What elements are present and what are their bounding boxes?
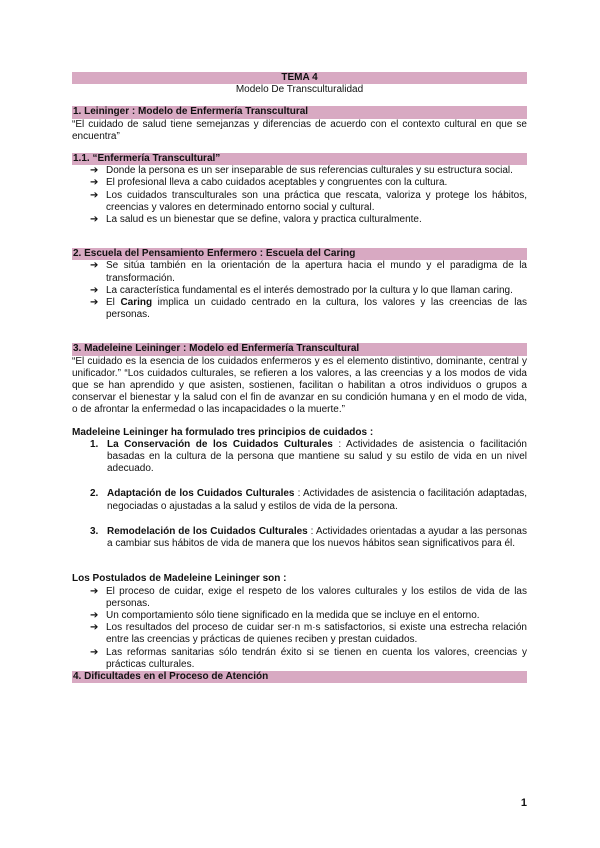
section-4-heading: 4. Dificultades en el Proceso de Atención bbox=[72, 671, 527, 683]
postulates-heading: Los Postulados de Madeleine Leininger son : bbox=[72, 573, 287, 585]
section-3-heading: 3. Madeleine Leininger : Modelo ed Enfermería Transcultural bbox=[72, 343, 527, 355]
section-1-heading: 1. Leininger : Modelo de Enfermería Transcultural bbox=[72, 106, 527, 118]
arrow-icon: ➔ bbox=[90, 297, 99, 309]
arrow-icon: ➔ bbox=[90, 622, 99, 634]
list-item: ➔ Donde la persona es un ser inseparable de sus referencias culturales y su estructura social. bbox=[90, 165, 513, 177]
list-item: ➔ El profesional lleva a cabo cuidados aceptables y congruentes con la cultura. bbox=[90, 177, 448, 189]
topic-subtitle: Modelo De Transculturalidad bbox=[235, 84, 364, 96]
list-item: ➔ Las reformas sanitarias sólo tendrán éxito si se tienen en cuenta los valores, creencias y prácticas culturales. bbox=[90, 646, 527, 670]
arrow-icon: ➔ bbox=[90, 165, 99, 177]
arrow-icon: ➔ bbox=[90, 260, 99, 272]
arrow-icon: ➔ bbox=[90, 609, 99, 621]
section-2-list bbox=[72, 260, 527, 321]
list-item: 2. Adaptación de los Cuidados Culturales : Actividades de asistencia o facilitación adaptadas, negociadas o ajustadas a la salud y estilos de vida de la persona. bbox=[90, 488, 527, 512]
section-2-heading: 2. Escuela del Pensamiento Enfermero : Escuela del Caring bbox=[72, 248, 527, 260]
section-1-quote: “El cuidado de salud tiene semejanzas y diferencias de acuerdo con el contexto cultural en que se encuentra” bbox=[72, 118, 527, 142]
arrow-icon: ➔ bbox=[90, 585, 99, 597]
section-1-1-list bbox=[72, 165, 527, 226]
arrow-icon: ➔ bbox=[90, 189, 99, 201]
document-page bbox=[72, 72, 527, 683]
list-item: ➔ Los cuidados transculturales son una práctica que rescata, valoriza y protege los hábitos, creencias y valores en determinado entorno social y cultural. bbox=[90, 189, 527, 213]
section-1-1-heading: 1.1. “Enfermería Transcultural” bbox=[72, 153, 527, 165]
list-item: ➔ Un comportamiento sólo tiene significado en la medida que se incluye en el entorno. bbox=[90, 609, 480, 621]
list-item: ➔ Los resultados del proceso de cuidar ser·n m·s satisfactorios, si existe una estrecha relación entre las creencias y prácticas de quienes reciben y prestan cuidados. bbox=[90, 622, 527, 646]
principles-heading: Madeleine Leininger ha formulado tres principios de cuidados : bbox=[72, 426, 374, 438]
page-number: 1 bbox=[520, 797, 527, 809]
list-item: ➔ La salud es un bienestar que se define, valora y practica culturalmente. bbox=[90, 214, 422, 226]
postulates-list bbox=[72, 586, 527, 671]
list-item: ➔ La característica fundamental es el interés demostrado por la cultura y lo que llaman caring. bbox=[90, 284, 513, 296]
principles-list bbox=[72, 439, 527, 550]
arrow-icon: ➔ bbox=[90, 646, 99, 658]
list-item: ➔ El Caring implica un cuidado centrado en la cultura, los valores y las creencias de las personas. bbox=[90, 297, 528, 321]
list-item: 3. Remodelación de los Cuidados Culturales : Actividades orientadas a ayudar a las personas a cambiar sus hábitos de vida de manera que los nuevos hábitos sean significativos para él. bbox=[90, 525, 527, 550]
topic-title: TEMA 4 bbox=[72, 72, 527, 84]
list-item: ➔ El proceso de cuidar, exige el respeto de los valores culturales y los estilos de vida de las personas. bbox=[90, 585, 527, 609]
arrow-icon: ➔ bbox=[90, 284, 99, 296]
section-3-quote: “El cuidado es la esencia de los cuidados enfermeros y es el elemento distintivo, dominante, central y unificador.” “Los cuidados culturales, se refieren a los valores, a las creencias y a los modos de vida que se han aprendido y que asisten, sostienen, facilitan o habilitan a otros individuos o grupos a conservar el bienestar y la salud con el fin de avanzar en su condición humana y en el modo de vida, o de afrontar la enfermedad o las incapacidades o la muerte.” bbox=[72, 355, 527, 416]
arrow-icon: ➔ bbox=[90, 214, 99, 226]
list-item: 1. La Conservación de los Cuidados Culturales : Actividades de asistencia o facilitación basadas en la cultura de la persona que mantiene su salud y su estilo de vida en un nivel adecuado. bbox=[90, 438, 527, 475]
list-item: ➔ Se sitúa también en la orientación de la apertura hacia el mundo y el paradigma de la transformación. bbox=[90, 260, 527, 284]
arrow-icon: ➔ bbox=[90, 177, 99, 189]
